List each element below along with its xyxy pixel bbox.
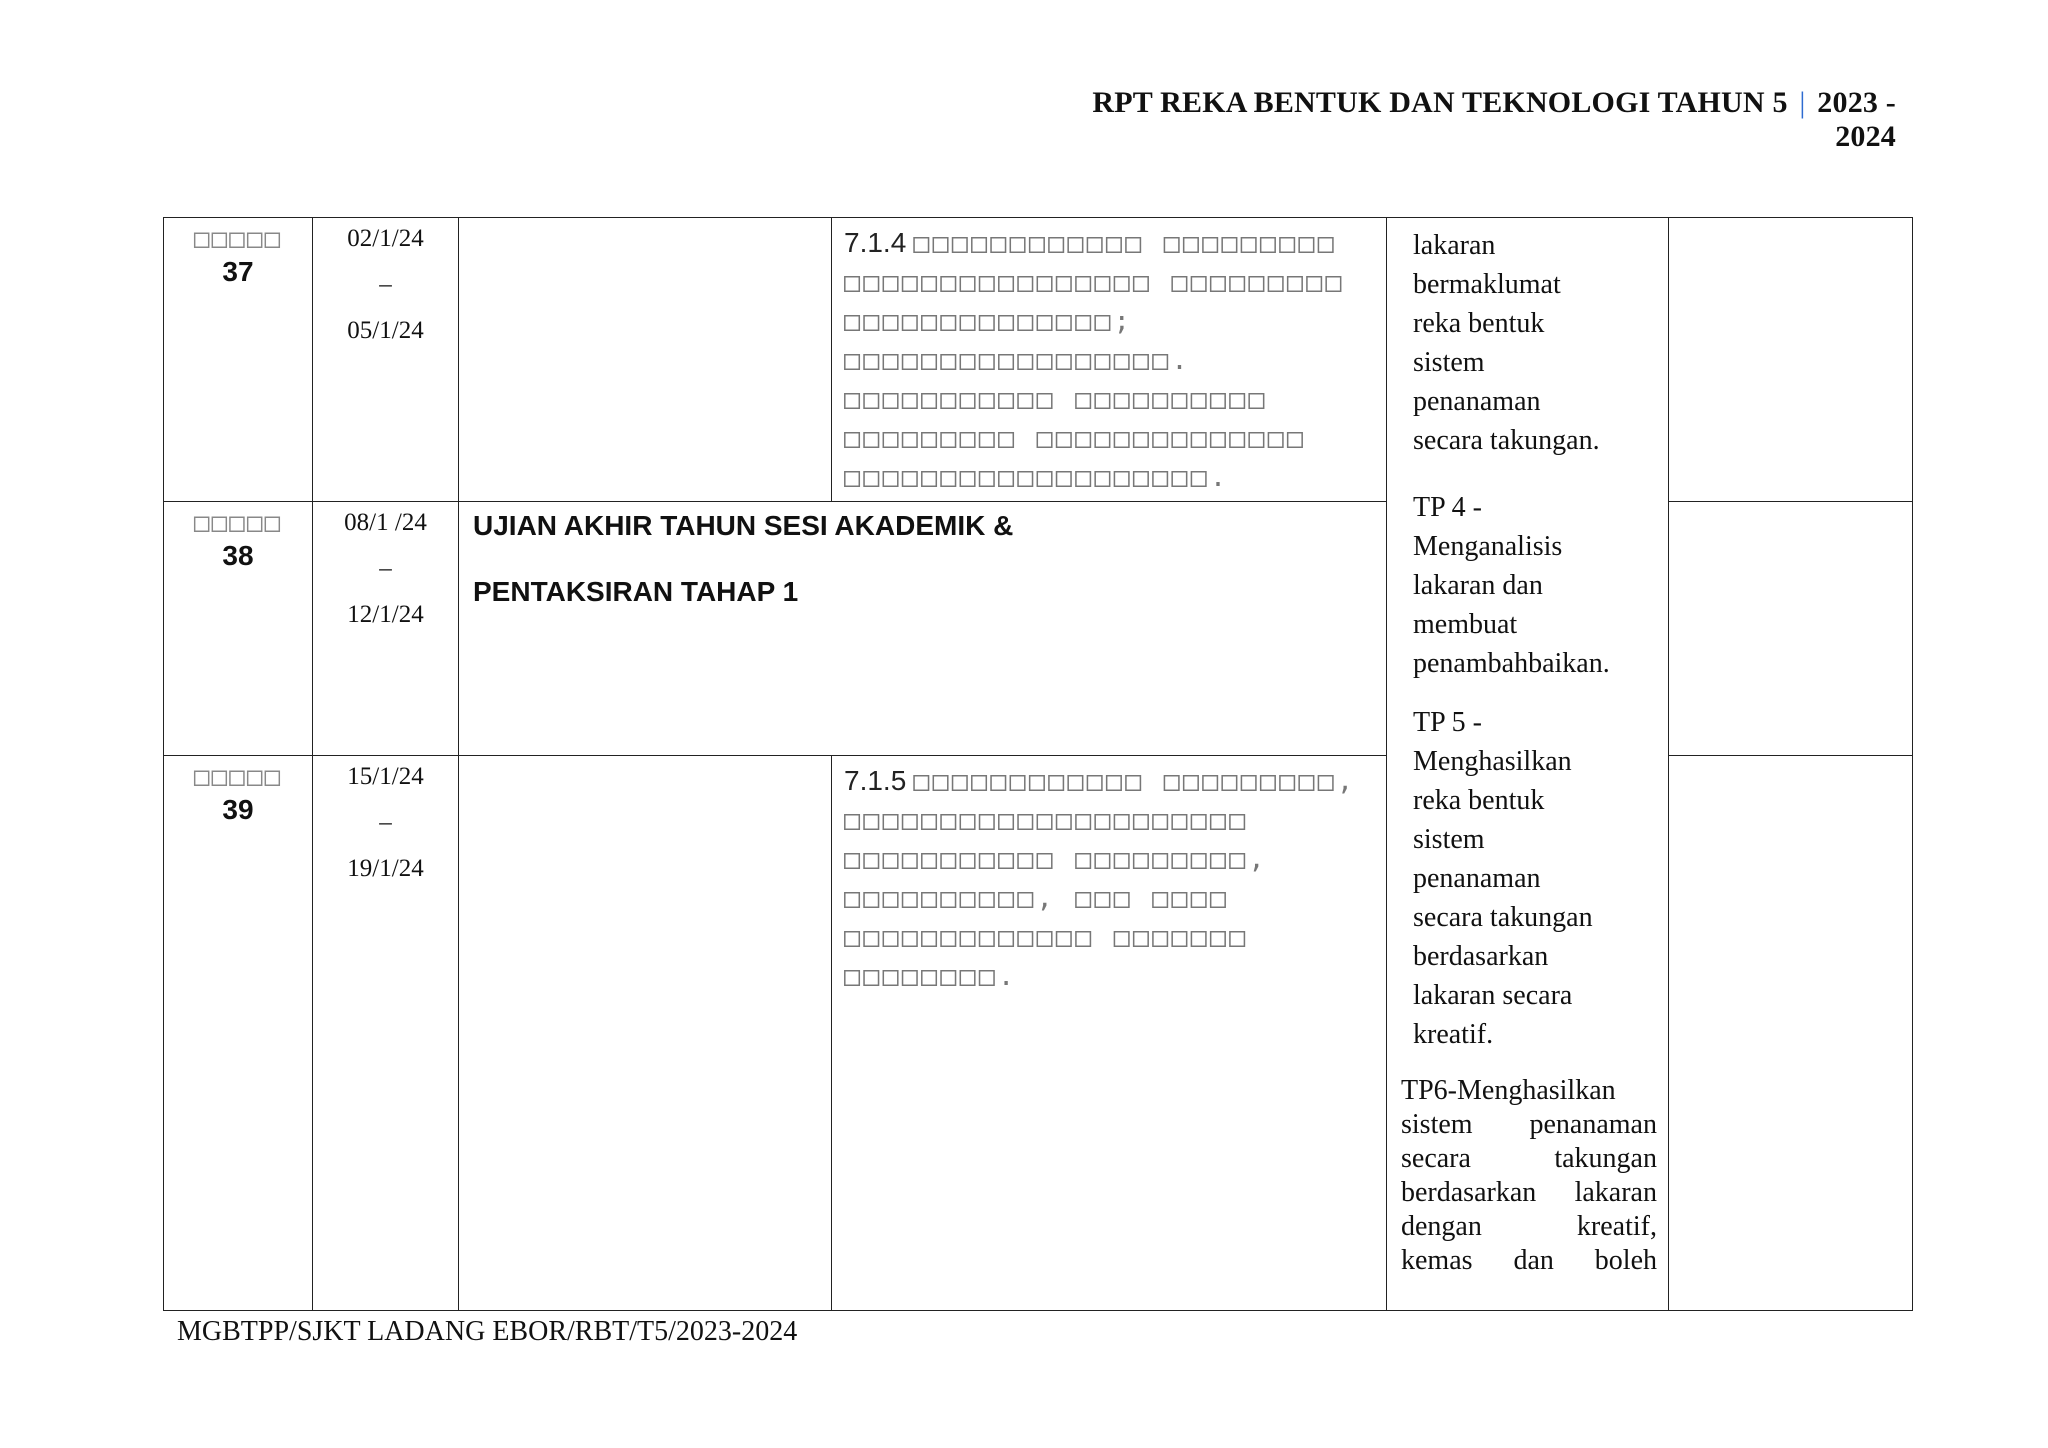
tp-line: TP 4 - bbox=[1413, 492, 1482, 523]
document-footer: MGBTPP/SJKT LADANG EBOR/RBT/T5/2023-2024 bbox=[177, 1316, 798, 1347]
tp-line: lakaran dan bbox=[1413, 570, 1543, 601]
tp-line: sistem bbox=[1413, 824, 1485, 855]
header-separator: | bbox=[1799, 86, 1806, 119]
date-start: 15/1/24 bbox=[347, 763, 424, 790]
standard-code: 7.1.5 bbox=[844, 765, 907, 796]
exam-subtitle: PENTAKSIRAN TAHAP 1 bbox=[473, 576, 799, 607]
standard-text-line: □□□□□□□□□□□□□ □□□□□□□ bbox=[844, 922, 1249, 953]
date-dash: – bbox=[379, 809, 392, 836]
tp4-block bbox=[1401, 488, 1633, 683]
content-standard-cell bbox=[459, 218, 832, 502]
date-start: 02/1/24 bbox=[347, 225, 424, 252]
date-end: 19/1/24 bbox=[347, 855, 424, 882]
learning-standard-cell bbox=[832, 756, 1387, 1311]
tp-line: penanaman bbox=[1413, 863, 1541, 894]
standard-text-line: □□□□□□□□□□□□□□□□□□□. bbox=[844, 462, 1230, 493]
date-cell bbox=[313, 218, 459, 502]
document-header bbox=[1046, 86, 1896, 154]
performance-level-cell bbox=[1387, 218, 1669, 1311]
tp-line: lakaran bbox=[1413, 230, 1496, 261]
content-standard-cell bbox=[459, 756, 832, 1311]
tp5-block bbox=[1401, 703, 1633, 1054]
standard-text-line: □□□□□□□□□□□□□□; bbox=[844, 306, 1133, 337]
week-cell bbox=[164, 218, 313, 502]
tp-line: reka bentuk bbox=[1413, 308, 1545, 339]
exam-title: UJIAN AKHIR TAHUN SESI AKADEMIK & bbox=[473, 510, 1014, 541]
tp-line: bermaklumat bbox=[1413, 269, 1561, 300]
standard-text-line: □□□□□□□□. bbox=[844, 961, 1018, 992]
tp-line: penanaman bbox=[1413, 386, 1541, 417]
tp-line: berdasarkan bbox=[1413, 941, 1549, 972]
notes-cell bbox=[1669, 218, 1913, 502]
week-number: 38 bbox=[222, 540, 254, 571]
tp-line: berdasarkan lakaran bbox=[1401, 1177, 1657, 1208]
week-label: □□□□□ bbox=[193, 508, 283, 538]
tp-line: dengan kreatif, bbox=[1401, 1211, 1657, 1242]
standard-text-line: □□□□□□□□□ □□□□□□□□□□□□□□ bbox=[844, 423, 1307, 454]
week-number: 39 bbox=[222, 794, 254, 825]
tp-line: lakaran secara bbox=[1413, 980, 1573, 1011]
notes-cell bbox=[1669, 756, 1913, 1311]
tp-line: reka bentuk bbox=[1413, 785, 1545, 816]
standard-text-line: □□□□□□□□□□□ □□□□□□□□□, bbox=[844, 844, 1268, 875]
standard-code: 7.1.4 bbox=[844, 227, 907, 258]
tp-line: secara takungan bbox=[1401, 1143, 1657, 1174]
header-title: RPT REKA BENTUK DAN TEKNOLOGI TAHUN 5 bbox=[1092, 86, 1788, 119]
table-row bbox=[164, 218, 1913, 502]
tp-line: Menghasilkan bbox=[1413, 746, 1572, 777]
date-dash: – bbox=[379, 271, 392, 298]
tp-line: sistem penanaman bbox=[1401, 1109, 1657, 1140]
tp-line: penambahbaikan. bbox=[1413, 648, 1610, 679]
date-cell bbox=[313, 502, 459, 756]
date-dash: – bbox=[379, 555, 392, 582]
standard-text-line: □□□□□□□□□□□□ □□□□□□□□□, bbox=[913, 766, 1357, 797]
rpt-table bbox=[163, 217, 1913, 1311]
tp3-block bbox=[1401, 226, 1633, 460]
learning-standard-cell bbox=[832, 218, 1387, 502]
standard-text-line: □□□□□□□□□□□ □□□□□□□□□□ bbox=[844, 384, 1268, 415]
standard-text-line: □□□□□□□□□□, □□□ □□□□ bbox=[844, 883, 1230, 914]
date-end: 12/1/24 bbox=[347, 601, 424, 628]
week-cell bbox=[164, 502, 313, 756]
notes-cell bbox=[1669, 502, 1913, 756]
exam-cell bbox=[459, 502, 1387, 756]
tp-line: kemas dan boleh bbox=[1401, 1245, 1657, 1276]
week-cell bbox=[164, 756, 313, 1311]
tp-line: membuat bbox=[1413, 609, 1518, 640]
tp-line: TP 5 - bbox=[1413, 707, 1482, 738]
week-number: 37 bbox=[222, 256, 254, 287]
tp-line: secara takungan bbox=[1413, 902, 1593, 933]
standard-text-line: □□□□□□□□□□□□□□□□ □□□□□□□□□ bbox=[844, 267, 1345, 298]
tp-line: Menganalisis bbox=[1413, 531, 1563, 562]
week-label: □□□□□ bbox=[193, 762, 283, 792]
week-label: □□□□□ bbox=[193, 224, 283, 254]
standard-text-line: □□□□□□□□□□□□□□□□□. bbox=[844, 345, 1191, 376]
tp-line: kreatif. bbox=[1413, 1019, 1494, 1050]
standard-text-line: □□□□□□□□□□□□□□□□□□□□□ bbox=[844, 805, 1249, 836]
tp-line: TP6-Menghasilkan bbox=[1401, 1075, 1616, 1106]
tp6-block bbox=[1401, 1074, 1657, 1278]
tp-line: sistem bbox=[1413, 347, 1485, 378]
date-start: 08/1 /24 bbox=[344, 509, 427, 536]
standard-text-line: □□□□□□□□□□□□ □□□□□□□□□ bbox=[913, 228, 1337, 259]
date-end: 05/1/24 bbox=[347, 317, 424, 344]
tp-line: secara takungan. bbox=[1413, 425, 1600, 456]
date-cell bbox=[313, 756, 459, 1311]
header-year: 2023 - 2024 bbox=[1817, 86, 1896, 153]
